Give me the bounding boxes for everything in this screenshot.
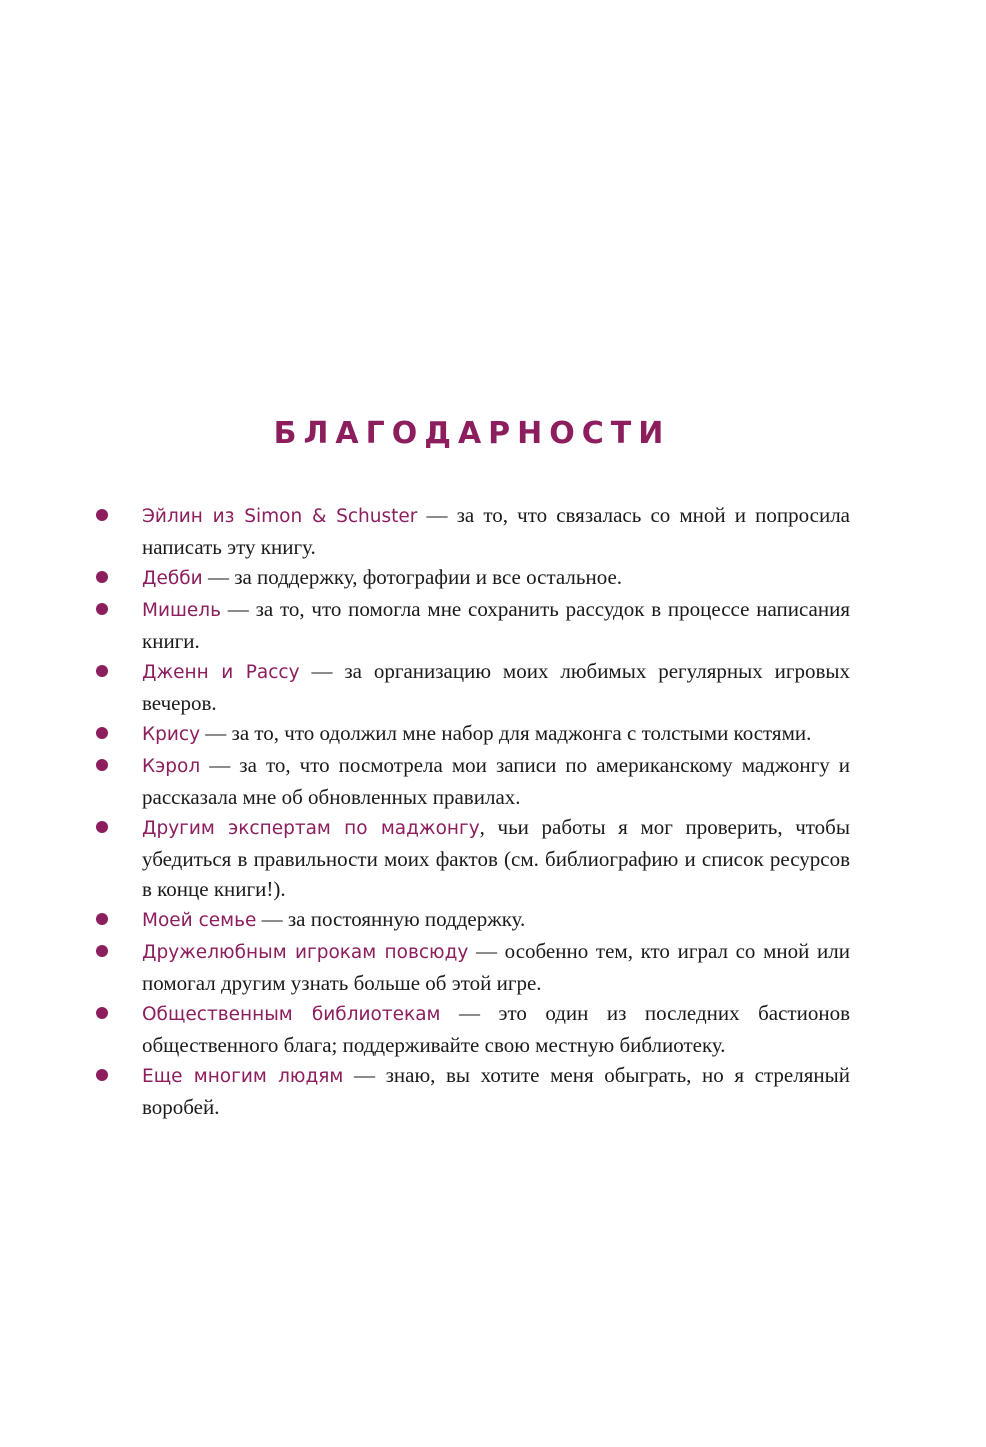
acknowledgements-list [94, 500, 850, 1122]
item-text: — особенно тем, кто играл со мной или помогал другим узнать больше об этой игре. [142, 939, 850, 995]
item-text: — за то, что одолжил мне набор для маджонга с толстыми костями. [200, 721, 812, 745]
item-name: Дженн и Рассу [142, 662, 300, 683]
list-item [94, 936, 850, 998]
list-item [94, 904, 850, 936]
item-name: Общественным библиотекам [142, 1004, 441, 1025]
page-title: БЛАГОДАРНОСТИ [273, 416, 671, 451]
item-name: Крису [142, 724, 201, 745]
item-name: Еще многим людям [142, 1066, 344, 1087]
item-name: Мишель [142, 600, 222, 621]
list-item [94, 562, 850, 594]
bullet-icon [96, 821, 108, 833]
item-text: — за то, что помогла мне сохранить рассудок в процессе написания книги. [142, 597, 850, 653]
item-text: — за то, что связалась со мной и попросила написать эту книгу. [142, 503, 850, 559]
list-item [94, 998, 850, 1060]
item-text: — знаю, вы хотите меня обыграть, но я стреляный воробей. [142, 1063, 850, 1119]
item-text: — за организацию моих любимых регулярных игровых вечеров. [142, 659, 850, 715]
item-name: Дебби [142, 568, 203, 589]
bullet-icon [96, 1069, 108, 1081]
list-item [94, 718, 850, 750]
list-item [94, 500, 850, 562]
bullet-icon [96, 509, 108, 521]
item-name: Дружелюбным игрокам повсюду [142, 942, 469, 963]
item-text: — за постоянную поддержку. [256, 907, 526, 931]
item-text: — за поддержку, фотографии и все остальное. [202, 565, 623, 589]
list-item [94, 594, 850, 656]
item-text: — за то, что посмотрела мои записи по американскому маджонгу и рассказала мне об обновленных правилах. [142, 753, 850, 809]
item-name: Эйлин из Simon & Schuster [142, 506, 418, 527]
bullet-icon [96, 945, 108, 957]
item-name: Кэрол [142, 756, 201, 777]
bullet-icon [96, 913, 108, 925]
bullet-icon [96, 759, 108, 771]
list-item [94, 750, 850, 812]
list-item [94, 1060, 850, 1122]
bullet-icon [96, 1007, 108, 1019]
item-text: , чьи работы я мог проверить, чтобы убедиться в правильности моих фактов (см. библиографию и список ресурсов в конце книги!). [142, 815, 850, 901]
bullet-icon [96, 571, 108, 583]
bullet-icon [96, 665, 108, 677]
item-name: Моей семье [142, 910, 257, 931]
list-item [94, 656, 850, 718]
item-text: — это один из последних бастионов общественного блага; поддерживайте свою местную библиотеку. [142, 1001, 850, 1057]
list-item [94, 812, 850, 904]
bullet-icon [96, 727, 108, 739]
bullet-icon [96, 603, 108, 615]
item-name: Другим экспертам по маджонгу [142, 818, 480, 839]
